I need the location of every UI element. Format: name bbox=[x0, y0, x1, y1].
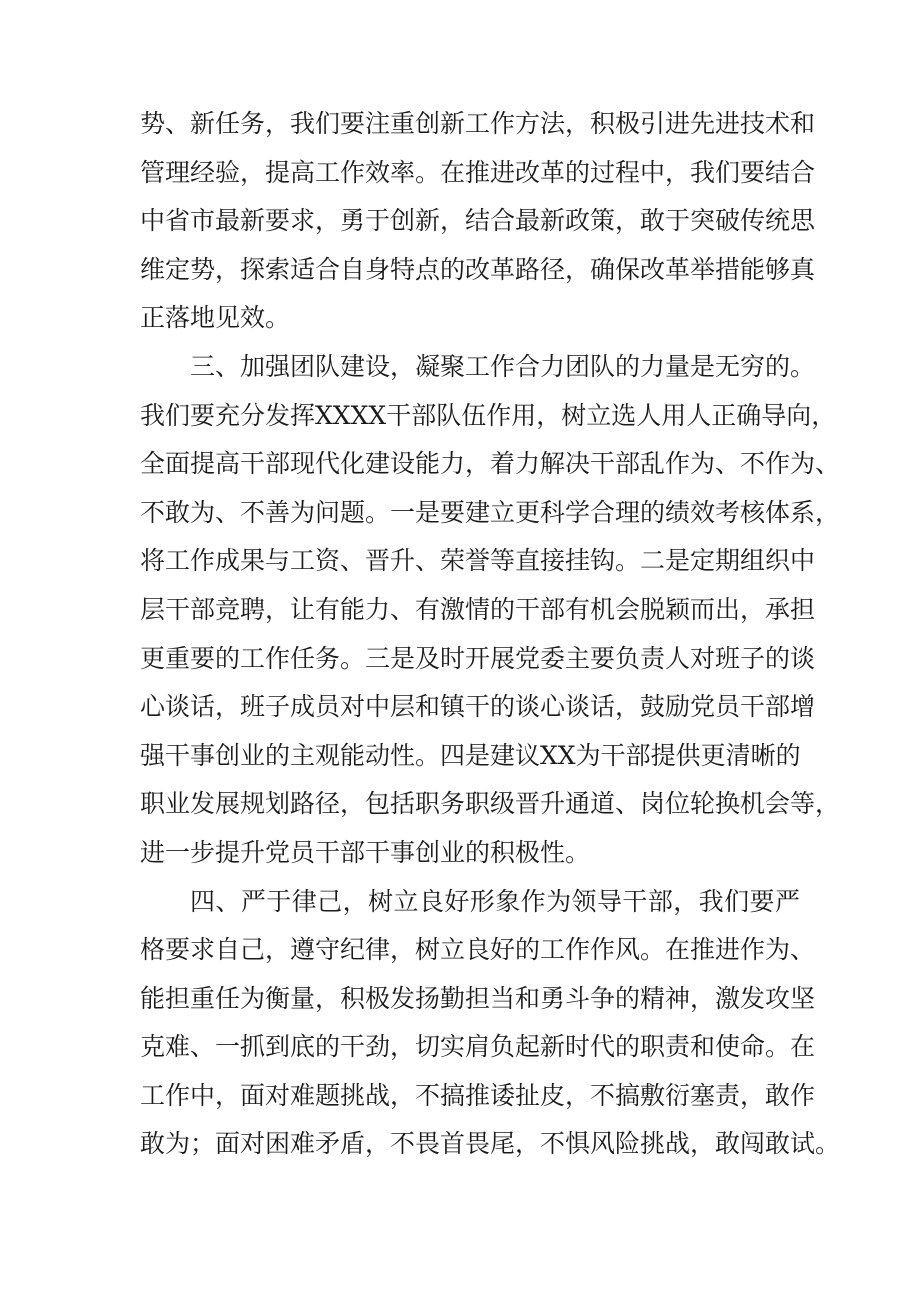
text-line: 我们要充分发挥XXXX干部队伍作用，树立选人用人正确导向， bbox=[140, 400, 837, 430]
paragraph-section-three bbox=[140, 343, 841, 878]
section-heading-line: 四、严于律己，树立良好形象作为领导干部，我们要严 bbox=[190, 886, 800, 916]
paragraph-section-four bbox=[140, 878, 841, 1170]
text-line: 心谈话，班子成员对中层和镇干的谈心谈话，鼓励党员干部增 bbox=[140, 692, 816, 722]
text-line: 进一步提升党员干部干事创业的积极性。 bbox=[140, 837, 591, 867]
text-line: 更重要的工作任务。三是及时开展党委主要负责人对班子的谈 bbox=[140, 643, 816, 673]
paragraph-1 bbox=[140, 100, 816, 343]
text-line: 职业发展规划路径，包括职务职级晋升通道、岗位轮换机会等， bbox=[140, 789, 841, 819]
text-line: 势、新任务，我们要注重创新工作方法，积极引进先进技术和 bbox=[140, 109, 816, 138]
section-heading-line: 三、加强团队建设，凝聚工作合力团队的力量是无穷的。 bbox=[190, 351, 816, 381]
text-line: 正落地见效。 bbox=[140, 303, 291, 333]
text-line: 中省市最新要求，勇于创新，结合最新政策，敢于突破传统思 bbox=[140, 206, 816, 236]
text-line: 不敢为、不善为问题。一是要建立更科学合理的绩效考核体系， bbox=[140, 497, 841, 527]
document-body bbox=[140, 100, 841, 1169]
text-line: 全面提高干部现代化建设能力，着力解决干部乱作为、不作为、 bbox=[140, 449, 841, 479]
text-line: 管理经验，提高工作效率。在推进改革的过程中，我们要结合 bbox=[140, 157, 816, 187]
text-line: 维定势，探索适合自身特点的改革路径，确保改革举措能够真 bbox=[140, 254, 816, 284]
text-line: 格要求自己，遵守纪律，树立良好的工作作风。在推进作为、 bbox=[140, 935, 816, 965]
text-line: 敢为；面对困难矛盾，不畏首畏尾，不惧风险挑战，敢闯敢试。 bbox=[140, 1129, 841, 1159]
text-line: 能担重任为衡量，积极发扬勤担当和勇斗争的精神，激发攻坚 bbox=[140, 983, 816, 1013]
text-line: 工作中，面对难题挑战，不搞推诿扯皮，不搞敷衍塞责，敢作 bbox=[140, 1080, 816, 1110]
text-line: 层干部竞聘，让有能力、有激情的干部有机会脱颖而出，承担 bbox=[140, 594, 816, 624]
text-line: 克难、一抓到底的干劲，切实肩负起新时代的职责和使命。在 bbox=[140, 1032, 816, 1062]
text-line: 将工作成果与工资、晋升、荣誉等直接挂钩。二是定期组织中 bbox=[140, 546, 816, 576]
text-line: 强干事创业的主观能动性。四是建议XX为干部提供更清晰的 bbox=[140, 740, 801, 770]
